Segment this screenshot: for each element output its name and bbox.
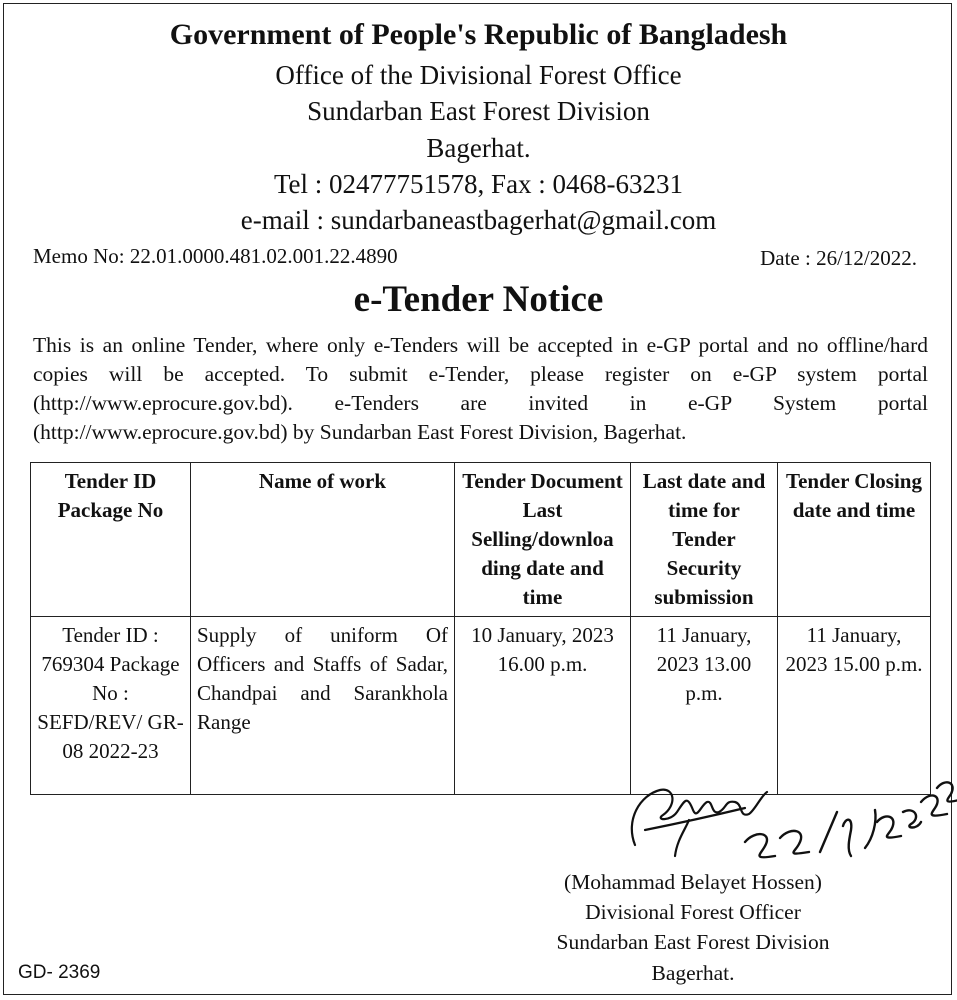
- contact-line: Tel : 02477751578, Fax : 0468-63231: [273, 169, 684, 199]
- cell-closing-date: 11 January, 2023 15.00 p.m.: [778, 617, 931, 795]
- intro-paragraph: This is an online Tender, where only e-Tenders will be accepted in e-GP portal and no offline/hard copies will be accepted. To submit e-Tender, please register on e-GP system portal (http://www.eprocure.gov.bd). e-Tenders are invited in e-GP System portal (http://www.eprocure.gov.bd) by Sundarban East Forest Division, Bagerhat.: [33, 333, 928, 444]
- memo-number: Memo No: 22.01.0000.481.02.001.22.4890: [33, 244, 398, 268]
- signatory-city: Bagerhat.: [651, 961, 735, 985]
- header-security-date: Last date and time for Tender Security submission: [631, 463, 778, 617]
- tender-table: [30, 462, 931, 795]
- notice-title: e-Tender Notice: [353, 279, 604, 320]
- handwritten-signature: [615, 760, 957, 875]
- table-header-row: [31, 463, 931, 617]
- notice-date: Date : 26/12/2022.: [760, 246, 917, 270]
- cell-document-date: 10 January, 2023 16.00 p.m.: [455, 617, 631, 795]
- government-heading: Government of People's Republic of Bangladesh: [169, 18, 788, 51]
- header-tender-id: Tender ID Package No: [31, 463, 191, 617]
- signatory-designation: Divisional Forest Officer: [585, 900, 801, 924]
- email-line: e-mail : sundarbaneastbagerhat@gmail.com: [240, 205, 717, 235]
- cell-security-date: 11 January, 2023 13.00 p.m.: [631, 617, 778, 795]
- header-name-of-work: Name of work: [191, 463, 455, 617]
- header-document-date: Tender Document Last Selling/downloa ding date and time: [455, 463, 631, 617]
- header-closing-date: Tender Closing date and time: [778, 463, 931, 617]
- office-name: Office of the Divisional Forest Office: [275, 60, 682, 90]
- gd-number: GD- 2369: [18, 962, 101, 983]
- division-name: Sundarban East Forest Division: [307, 96, 650, 126]
- cell-work: Supply of uniform Of Officers and Staffs of Sadar, Chandpai and Sarankhola Range: [191, 617, 455, 795]
- city-name: Bagerhat.: [426, 133, 531, 163]
- cell-tender-id: Tender ID : 769304 Package No : SEFD/REV/ GR-08 2022-23: [31, 617, 191, 795]
- signatory-name: (Mohammad Belayet Hossen): [564, 870, 822, 894]
- signatory-division: Sundarban East Forest Division: [556, 930, 830, 954]
